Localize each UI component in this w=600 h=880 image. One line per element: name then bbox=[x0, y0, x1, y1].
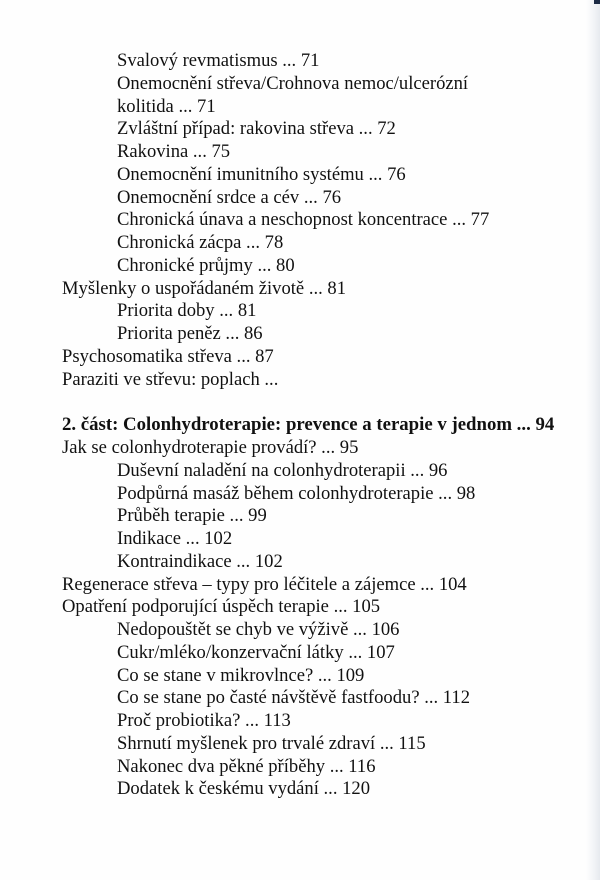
toc-part-heading: 2. část: Colonhydroterapie: prevence a terapie v jednom ... 94 bbox=[62, 414, 555, 436]
toc-entry: Paraziti ve střevu: poplach ... bbox=[62, 368, 279, 390]
toc-entry: Zvláštní případ: rakovina střeva ... 72 bbox=[117, 118, 396, 140]
section-spacer bbox=[62, 391, 562, 414]
toc-entry: Duševní naladění na colonhydroterapii ... 96 bbox=[117, 459, 448, 481]
toc-entry: Cukr/mléko/konzervační látky ... 107 bbox=[117, 641, 395, 663]
toc-entry: Kontraindikace ... 102 bbox=[117, 550, 283, 572]
toc-entry: Nedopouštět se chyb ve výživě ... 106 bbox=[117, 619, 400, 640]
toc-entry: Jak se colonhydroterapie provádí? ... 95 bbox=[62, 437, 359, 458]
page-edge-shadow bbox=[586, 0, 600, 880]
toc-entry: Průběh terapie ... 99 bbox=[117, 505, 267, 527]
toc-entry: Priorita doby ... 81 bbox=[117, 300, 257, 322]
toc-entry: Chronická zácpa ... 78 bbox=[117, 232, 284, 253]
toc-entry: Psychosomatika střeva ... 87 bbox=[62, 345, 274, 367]
toc-entry: Indikace ... 102 bbox=[117, 528, 233, 549]
toc-entry: Proč probiotika? ... 113 bbox=[117, 710, 291, 731]
table-of-contents bbox=[62, 50, 562, 801]
toc-entry-continuation: kolitida ... 71 bbox=[117, 95, 216, 117]
toc-entry: Podpůrná masáž během colonhydroterapie ... 98 bbox=[117, 482, 476, 504]
toc-entry: Shrnutí myšlenek pro trvalé zdraví ... 115 bbox=[117, 732, 426, 754]
toc-entry: Dodatek k českému vydání ... 120 bbox=[117, 778, 371, 800]
toc-entry: Priorita peněz ... 86 bbox=[117, 323, 263, 344]
toc-entry: Nakonec dva pěkné příběhy ... 116 bbox=[117, 755, 376, 777]
toc-entry: Co se stane v mikrovlnce? ... 109 bbox=[117, 664, 365, 686]
toc-entry: Myšlenky o uspořádaném životě ... 81 bbox=[62, 277, 347, 299]
toc-entry: Rakovina ... 75 bbox=[117, 141, 231, 162]
toc-entry: Onemocnění srdce a cév ... 76 bbox=[117, 186, 342, 208]
corner-mark bbox=[594, 0, 600, 4]
toc-entry: Onemocnění imunitního systému ... 76 bbox=[117, 163, 406, 185]
toc-entry: Chronická únava a neschopnost koncentrace ... 77 bbox=[117, 209, 490, 231]
toc-entry: Opatření podporující úspěch terapie ... 105 bbox=[62, 596, 381, 618]
toc-entry: Onemocnění střeva/Crohnova nemoc/ulcerózní bbox=[117, 72, 469, 94]
toc-entry: Chronické průjmy ... 80 bbox=[117, 254, 295, 276]
toc-entry: Co se stane po časté návštěvě fastfoodu? ... 112 bbox=[117, 687, 471, 709]
toc-entry: Regenerace střeva – typy pro léčitele a zájemce ... 104 bbox=[62, 573, 467, 595]
toc-entry: Svalový revmatismus ... 71 bbox=[117, 50, 320, 71]
